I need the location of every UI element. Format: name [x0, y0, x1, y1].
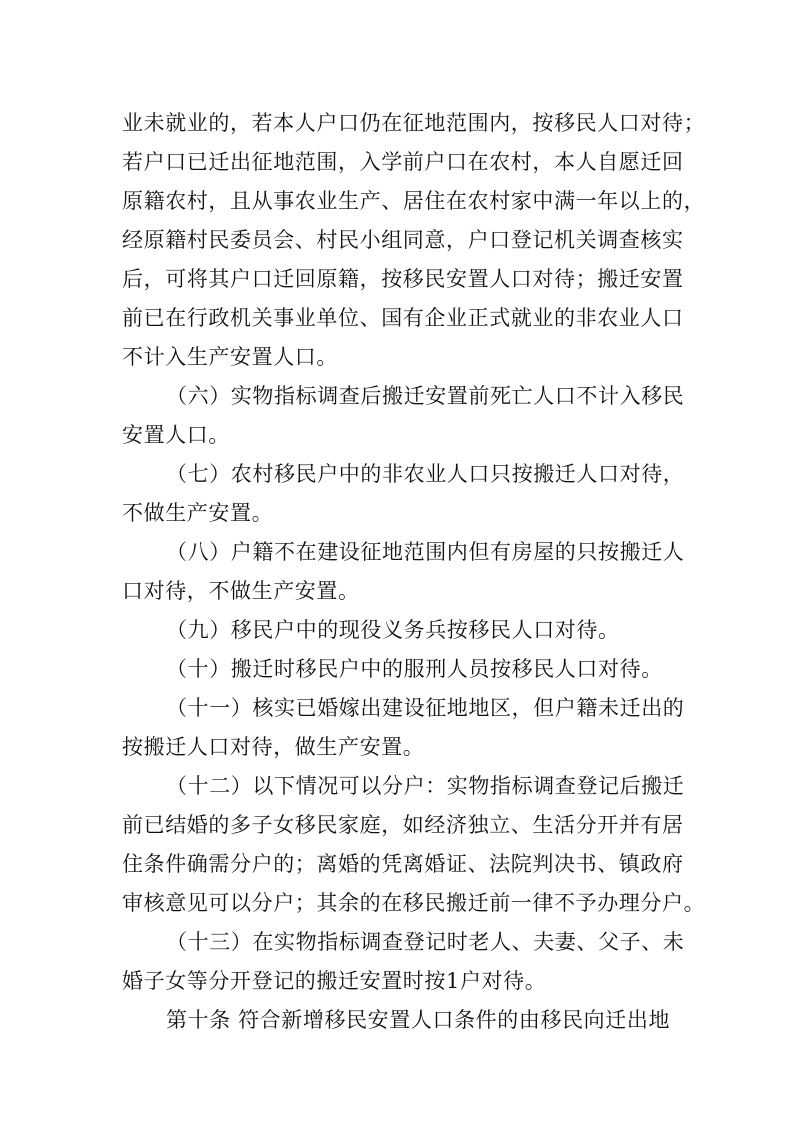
- paragraph-ten: （十）搬迁时移民户中的服刑人员按移民人口对待。: [166, 657, 663, 681]
- text-line: 前已在行政机关事业单位、国有企业正式就业的非农业人口: [122, 306, 684, 330]
- text-line: 后，可将其户口迁回原籍，按移民安置人口对待；搬迁安置: [122, 267, 684, 291]
- text-line: 不做生产安置。: [122, 501, 274, 525]
- text-line: 婚子女等分开登记的搬迁安置时按1户对待。: [122, 969, 547, 993]
- text-line: 经原籍村民委员会、村民小组同意，户口登记机关调查核实: [122, 228, 684, 252]
- text-line: 安置人口。: [122, 423, 230, 447]
- paragraph-twelve: （十二）以下情况可以分户：实物指标调查登记后搬迁: [166, 774, 685, 798]
- text-line: 原籍农村，且从事农业生产、居住在农村家中满一年以上的，: [122, 189, 706, 213]
- article-ten-heading: 第十条 符合新增移民安置人口条件的由移民向迁出地: [166, 1008, 671, 1032]
- text-line: 审核意见可以分户；其余的在移民搬迁前一律不予办理分户。: [122, 891, 706, 915]
- text-line: 业未就业的，若本人户口仍在征地范围内，按移民人口对待；: [122, 111, 706, 135]
- text-line: 按搬迁人口对待，做生产安置。: [122, 735, 425, 759]
- paragraph-seven: （七）农村移民户中的非农业人口只按搬迁人口对待，: [166, 462, 685, 486]
- text-line: 住条件确需分户的；离婚的凭离婚证、法院判决书、镇政府: [122, 852, 684, 876]
- text-line: 口对待，不做生产安置。: [122, 579, 360, 603]
- paragraph-thirteen: （十三）在实物指标调查登记时老人、夫妻、父子、未: [166, 930, 685, 954]
- text-line: 不计入生产安置人口。: [122, 345, 338, 369]
- paragraph-eleven: （十一）核实已婚嫁出建设征地地区，但户籍未迁出的: [166, 696, 685, 720]
- paragraph-nine: （九）移民户中的现役义务兵按移民人口对待。: [166, 618, 620, 642]
- text-line: 若户口已迁出征地范围，入学前户口在农村，本人自愿迁回: [122, 150, 684, 174]
- paragraph-six: （六）实物指标调查后搬迁安置前死亡人口不计入移民: [166, 384, 685, 408]
- text-line: 前已结婚的多子女移民家庭，如经济独立、生活分开并有居: [122, 813, 684, 837]
- paragraph-eight: （八）户籍不在建设征地范围内但有房屋的只按搬迁人: [166, 540, 685, 564]
